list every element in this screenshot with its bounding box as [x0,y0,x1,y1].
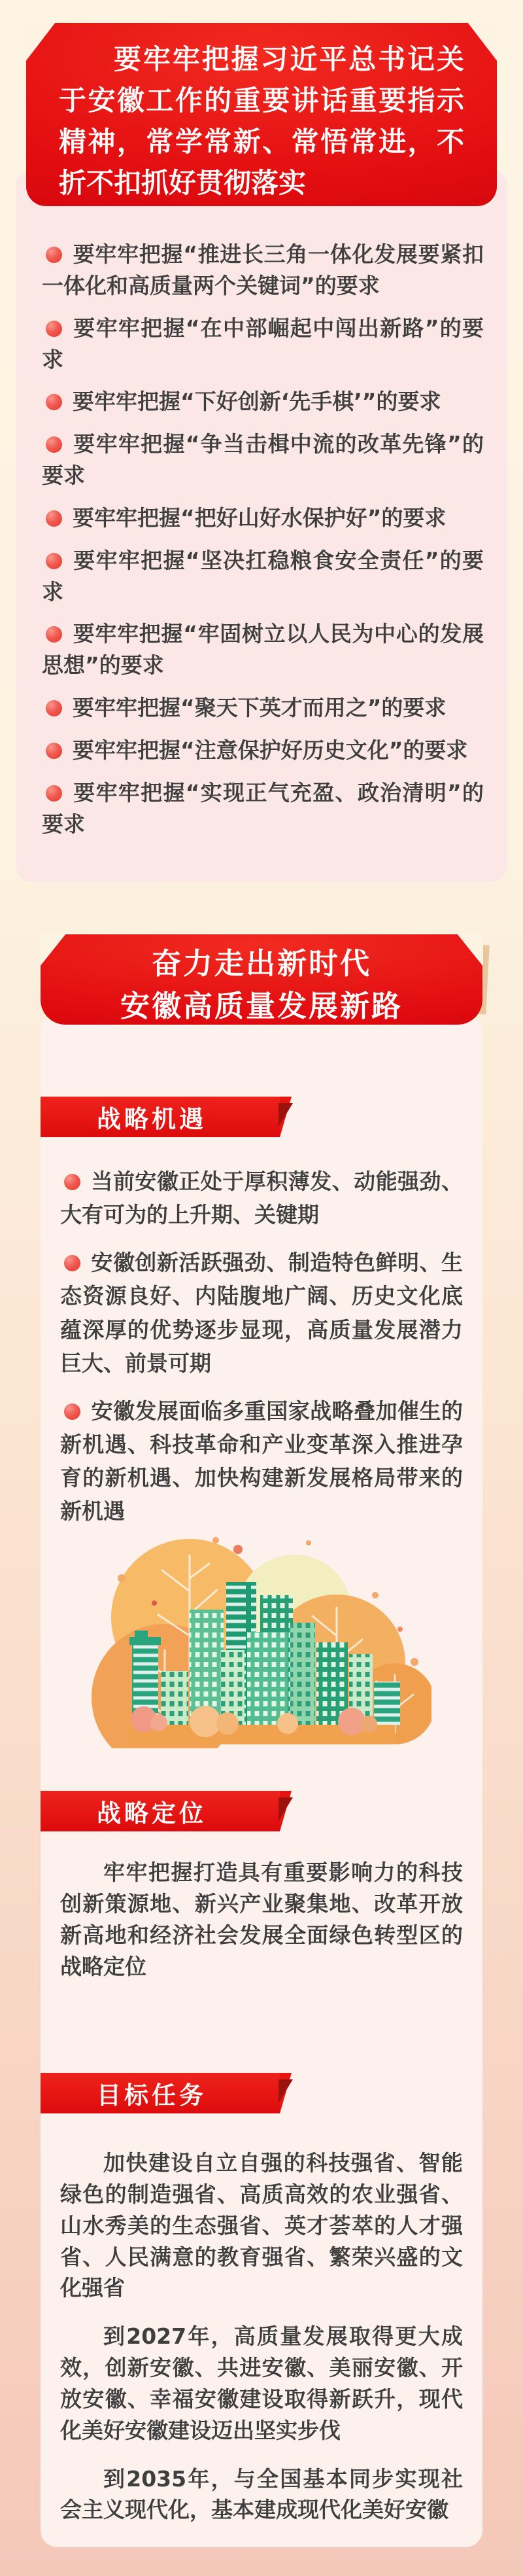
red-sphere-bullet-icon [64,1403,80,1420]
ribbon-fold-icon [278,1103,293,1127]
list-item-text: 要牢牢把握“实现正气充盈、政治清明”的要求 [42,779,484,837]
speech-banner-text: 要牢牢把握习近平总书记关于安徽工作的重要讲话重要指示精神，常学常新、常悟常进，不折不扣抓好贯彻落实 [59,43,464,199]
list-item [60,1246,463,1380]
list-item-text: 安徽创新活跃强劲、制造特色鲜明、生态资源良好、内陆腹地广阔、历史文化底蕴深厚的优势逐步显现，高质量发展潜力巨大、前景可期 [60,1250,463,1376]
list-item-text: 要牢牢把握“牢固树立以人民为中心的发展思想”的要求 [42,621,484,679]
speech-requirements-card [16,169,507,882]
paragraph: 加快建设自立自强的科技强省、智能绿色的制造强省、高质高效的农业强省、山水秀美的生态强省、英才荟萃的人才强省、人民满意的教育强省、繁荣兴盛的文化强省 [60,2150,463,2301]
list-item-text: 要牢牢把握“把好山好水保护好”的要求 [73,504,447,531]
list-item-text: 当前安徽正处于厚积薄发、动能强劲、大有可为的上升期、关键期 [60,1169,463,1228]
red-sphere-bullet-icon [46,743,62,759]
red-sphere-bullet-icon [46,436,62,453]
red-sphere-bullet-icon [46,785,62,802]
requirement-list [42,239,484,851]
list-item [42,618,484,681]
list-item [60,1394,463,1528]
paragraph: 到2035年，与全国基本同步实现社会主义现代化，基本建成现代化美好安徽 [60,2465,463,2523]
city-skyline-illustration [92,1532,431,1748]
list-item [42,503,484,534]
list-item [42,692,484,724]
header-line-2: 安徽高质量发展新路 [120,989,403,1024]
card2-header-banner [41,934,482,1025]
list-item-text: 安徽发展面临多重国家战略叠加催生的新机遇、科技革命和产业变革深入推进孕育的新机遇、加快构建新发展格局带来的新机遇 [60,1398,463,1525]
list-item [42,735,484,766]
list-item [60,1165,463,1231]
strategic-positioning-text [60,1857,463,1999]
paragraph: 到2027年，高质量发展取得更大成效，创新安徽、共进安徽、美丽安徽、开放安徽、幸福安徽建设取得新跃升，现代化美好安徽建设迈出坚实步伐 [60,2323,463,2443]
list-item [42,545,484,608]
section-ribbon-strategic-opportunity [41,1097,280,1137]
section-title: 战略机遇 [97,1105,207,1133]
red-sphere-bullet-icon [64,1174,80,1190]
red-sphere-bullet-icon [46,510,62,527]
list-item [42,777,484,840]
list-item [42,313,484,376]
banner-corner-fold-icon [467,22,498,62]
red-sphere-bullet-icon [64,1255,80,1271]
list-item-text: 要牢牢把握“下好创新‘先手棋’”的要求 [73,389,441,415]
list-item-text: 要牢牢把握“争当击楫中流的改革先锋”的要求 [42,431,484,489]
goals-tasks-text [60,2147,463,2543]
list-item [42,429,484,491]
list-item-text: 要牢牢把握“坚决扛稳粮食安全责任”的要求 [42,547,484,605]
red-sphere-bullet-icon [46,321,62,337]
header-line-1: 奋力走出新时代 [151,946,371,981]
paragraph: 牢牢把握打造具有重要影响力的科技创新策源地、新兴产业聚集地、改革开放新高地和经济社会发展全面绿色转型区的战略定位 [60,1860,463,1979]
red-sphere-bullet-icon [46,626,62,643]
development-path-card [41,1015,482,2547]
red-sphere-bullet-icon [46,394,62,410]
banner-corner-fold-icon [25,22,56,62]
red-sphere-bullet-icon [46,553,62,569]
section-ribbon-goals-tasks [41,2073,280,2113]
red-sphere-bullet-icon [46,700,62,716]
list-item-text: 要牢牢把握“注意保护好历史文化”的要求 [73,737,468,763]
section-ribbon-strategic-positioning [41,1791,280,1831]
list-item-text: 要牢牢把握“在中部崛起中闯出新路”的要求 [42,315,484,372]
list-item-text: 要牢牢把握“聚天下英才而用之”的要求 [73,695,447,721]
red-sphere-bullet-icon [46,247,62,263]
section-title: 目标任务 [97,2081,207,2109]
speech-banner [26,23,497,206]
list-item [42,386,484,417]
section-title: 战略定位 [97,1799,207,1827]
strategic-opportunity-list [60,1165,463,1542]
list-item [42,239,484,302]
list-item-text: 要牢牢把握“推进长三角一体化发展要紧扣一体化和高质量两个关键词”的要求 [42,241,484,298]
